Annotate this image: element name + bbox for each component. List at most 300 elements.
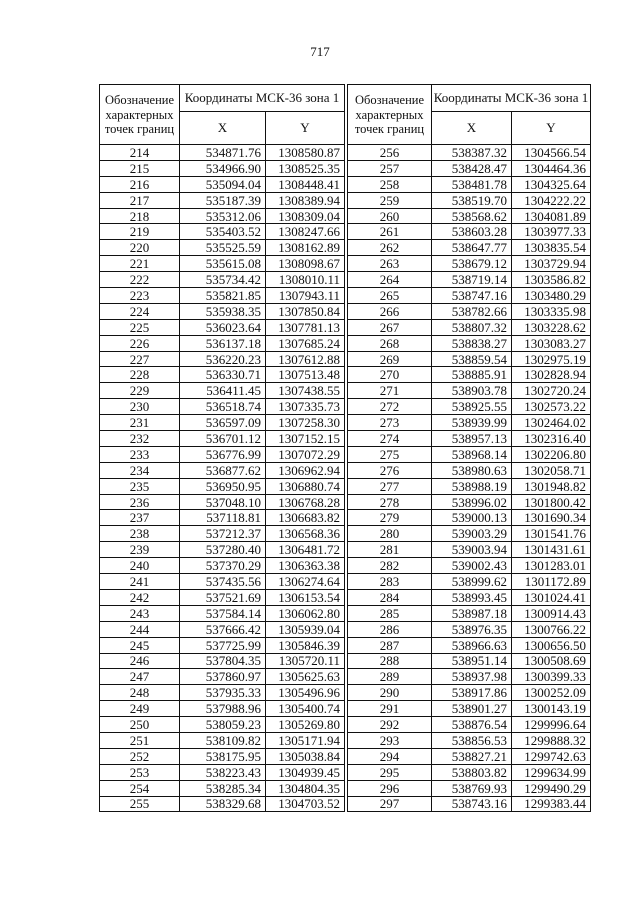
x-value-left: 535938.35 xyxy=(180,303,266,319)
point-id-left: 227 xyxy=(100,351,180,367)
table-row xyxy=(100,415,591,431)
point-id-left: 218 xyxy=(100,208,180,224)
y-value-right: 1299888.32 xyxy=(512,732,591,748)
table-row xyxy=(100,669,591,685)
point-id-right: 258 xyxy=(348,176,432,192)
y-value-right: 1300252.09 xyxy=(512,685,591,701)
point-id-left: 252 xyxy=(100,748,180,764)
point-id-left: 221 xyxy=(100,256,180,272)
x-value-left: 535094.04 xyxy=(180,176,266,192)
x-value-left: 537860.97 xyxy=(180,669,266,685)
y-value-left: 1306683.82 xyxy=(266,510,345,526)
y-value-right: 1303835.54 xyxy=(512,240,591,256)
y-header-left: Y xyxy=(266,112,345,145)
table-row xyxy=(100,685,591,701)
x-value-right: 538387.32 xyxy=(432,145,512,161)
x-value-right: 538988.19 xyxy=(432,478,512,494)
point-id-right: 297 xyxy=(348,796,432,812)
x-value-right: 538968.14 xyxy=(432,446,512,462)
point-id-left: 243 xyxy=(100,605,180,621)
table-row xyxy=(100,272,591,288)
table-row xyxy=(100,494,591,510)
y-value-right: 1301024.41 xyxy=(512,589,591,605)
point-id-left: 240 xyxy=(100,558,180,574)
point-id-left: 216 xyxy=(100,176,180,192)
x-value-right: 538903.78 xyxy=(432,383,512,399)
y-value-right: 1301431.61 xyxy=(512,542,591,558)
x-value-left: 538285.34 xyxy=(180,780,266,796)
x-value-right: 539003.29 xyxy=(432,526,512,542)
y-value-left: 1306962.94 xyxy=(266,462,345,478)
point-id-right: 282 xyxy=(348,558,432,574)
x-value-left: 536776.99 xyxy=(180,446,266,462)
table-row xyxy=(100,160,591,176)
point-id-right: 294 xyxy=(348,748,432,764)
point-id-right: 256 xyxy=(348,145,432,161)
x-value-right: 538876.54 xyxy=(432,717,512,733)
point-id-left: 236 xyxy=(100,494,180,510)
y-value-right: 1301800.42 xyxy=(512,494,591,510)
point-id-right: 277 xyxy=(348,478,432,494)
x-value-left: 538059.23 xyxy=(180,717,266,733)
page-number: 717 xyxy=(310,44,330,59)
point-id-left: 229 xyxy=(100,383,180,399)
point-id-right: 281 xyxy=(348,542,432,558)
table-row xyxy=(100,351,591,367)
y-value-right: 1301690.34 xyxy=(512,510,591,526)
y-value-right: 1300508.69 xyxy=(512,653,591,669)
table-row xyxy=(100,717,591,733)
y-value-left: 1308389.94 xyxy=(266,192,345,208)
table-row xyxy=(100,256,591,272)
x-value-left: 538223.43 xyxy=(180,764,266,780)
point-id-right: 278 xyxy=(348,494,432,510)
x-value-right: 538838.27 xyxy=(432,335,512,351)
x-value-right: 538976.35 xyxy=(432,621,512,637)
y-value-right: 1303335.98 xyxy=(512,303,591,319)
coordinates-table-wrapper xyxy=(99,84,591,812)
point-id-left: 255 xyxy=(100,796,180,812)
x-value-left: 538109.82 xyxy=(180,732,266,748)
table-row xyxy=(100,621,591,637)
table-row xyxy=(100,589,591,605)
x-value-right: 539000.13 xyxy=(432,510,512,526)
x-value-left: 535525.59 xyxy=(180,240,266,256)
table-row xyxy=(100,748,591,764)
x-value-left: 536950.95 xyxy=(180,478,266,494)
y-value-right: 1303083.27 xyxy=(512,335,591,351)
point-id-left: 231 xyxy=(100,415,180,431)
point-id-right: 289 xyxy=(348,669,432,685)
x-value-left: 536330.71 xyxy=(180,367,266,383)
point-id-right: 283 xyxy=(348,574,432,590)
table-row xyxy=(100,558,591,574)
x-value-right: 538993.45 xyxy=(432,589,512,605)
table-row xyxy=(100,399,591,415)
point-id-left: 226 xyxy=(100,335,180,351)
point-id-left: 222 xyxy=(100,272,180,288)
designation-header-right: Обозначение характерных точек границ xyxy=(348,85,432,145)
y-value-left: 1304804.35 xyxy=(266,780,345,796)
x-value-left: 538175.95 xyxy=(180,748,266,764)
table-row xyxy=(100,176,591,192)
coords-header-right: Координаты МСК-36 зона 1 xyxy=(432,85,591,112)
y-value-right: 1303586.82 xyxy=(512,272,591,288)
x-value-right: 538679.12 xyxy=(432,256,512,272)
table-row xyxy=(100,653,591,669)
x-value-left: 537435.56 xyxy=(180,574,266,590)
table-row xyxy=(100,764,591,780)
point-id-right: 272 xyxy=(348,399,432,415)
x-value-right: 538885.91 xyxy=(432,367,512,383)
point-id-left: 247 xyxy=(100,669,180,685)
table-row xyxy=(100,192,591,208)
point-id-left: 251 xyxy=(100,732,180,748)
point-id-left: 224 xyxy=(100,303,180,319)
point-id-left: 241 xyxy=(100,574,180,590)
x-value-right: 538519.70 xyxy=(432,192,512,208)
y-value-left: 1306568.36 xyxy=(266,526,345,542)
point-id-left: 235 xyxy=(100,478,180,494)
x-value-right: 538827.21 xyxy=(432,748,512,764)
y-value-right: 1304081.89 xyxy=(512,208,591,224)
y-value-right: 1300399.33 xyxy=(512,669,591,685)
point-id-right: 295 xyxy=(348,764,432,780)
point-id-right: 266 xyxy=(348,303,432,319)
x-value-left: 536877.62 xyxy=(180,462,266,478)
table-row xyxy=(100,526,591,542)
y-value-right: 1300766.22 xyxy=(512,621,591,637)
point-id-left: 225 xyxy=(100,319,180,335)
point-id-left: 249 xyxy=(100,701,180,717)
point-id-left: 248 xyxy=(100,685,180,701)
point-id-left: 214 xyxy=(100,145,180,161)
coords-header-left: Координаты МСК-36 зона 1 xyxy=(180,85,345,112)
x-value-left: 537048.10 xyxy=(180,494,266,510)
point-id-right: 296 xyxy=(348,780,432,796)
x-value-left: 537935.33 xyxy=(180,685,266,701)
point-id-right: 279 xyxy=(348,510,432,526)
table-body xyxy=(100,145,591,812)
x-value-left: 536518.74 xyxy=(180,399,266,415)
y-value-left: 1305269.80 xyxy=(266,717,345,733)
x-value-left: 537212.37 xyxy=(180,526,266,542)
y-value-left: 1307152.15 xyxy=(266,431,345,447)
x-value-right: 538925.55 xyxy=(432,399,512,415)
table-row xyxy=(100,303,591,319)
y-value-left: 1307685.24 xyxy=(266,335,345,351)
designation-header-left: Обозначение характерных точек границ xyxy=(100,85,180,145)
point-id-right: 260 xyxy=(348,208,432,224)
y-value-left: 1305720.11 xyxy=(266,653,345,669)
y-value-right: 1299742.63 xyxy=(512,748,591,764)
y-value-right: 1302464.02 xyxy=(512,415,591,431)
x-value-left: 536411.45 xyxy=(180,383,266,399)
y-value-left: 1307612.88 xyxy=(266,351,345,367)
y-value-right: 1304222.22 xyxy=(512,192,591,208)
y-value-left: 1307850.84 xyxy=(266,303,345,319)
point-id-right: 287 xyxy=(348,637,432,653)
x-value-right: 538996.02 xyxy=(432,494,512,510)
table-row xyxy=(100,383,591,399)
y-value-right: 1302058.71 xyxy=(512,462,591,478)
point-id-right: 269 xyxy=(348,351,432,367)
table-row xyxy=(100,335,591,351)
point-id-left: 250 xyxy=(100,717,180,733)
y-value-right: 1304566.54 xyxy=(512,145,591,161)
x-value-left: 535821.85 xyxy=(180,288,266,304)
y-value-left: 1308098.67 xyxy=(266,256,345,272)
x-value-right: 538481.78 xyxy=(432,176,512,192)
y-value-right: 1302975.19 xyxy=(512,351,591,367)
y-value-right: 1300656.50 xyxy=(512,637,591,653)
x-value-right: 538743.16 xyxy=(432,796,512,812)
point-id-right: 276 xyxy=(348,462,432,478)
point-id-right: 267 xyxy=(348,319,432,335)
table-row xyxy=(100,701,591,717)
y-value-left: 1308247.66 xyxy=(266,224,345,240)
point-id-left: 245 xyxy=(100,637,180,653)
y-value-left: 1308010.11 xyxy=(266,272,345,288)
x-value-right: 538937.98 xyxy=(432,669,512,685)
point-id-right: 285 xyxy=(348,605,432,621)
x-value-right: 538859.54 xyxy=(432,351,512,367)
point-id-right: 290 xyxy=(348,685,432,701)
y-value-right: 1299996.64 xyxy=(512,717,591,733)
y-value-right: 1301283.01 xyxy=(512,558,591,574)
table-row xyxy=(100,637,591,653)
y-value-right: 1299490.29 xyxy=(512,780,591,796)
point-id-right: 291 xyxy=(348,701,432,717)
y-value-left: 1305400.74 xyxy=(266,701,345,717)
point-id-right: 268 xyxy=(348,335,432,351)
point-id-left: 230 xyxy=(100,399,180,415)
y-value-left: 1305625.63 xyxy=(266,669,345,685)
table-row xyxy=(100,780,591,796)
point-id-right: 293 xyxy=(348,732,432,748)
x-value-right: 539003.94 xyxy=(432,542,512,558)
table-row xyxy=(100,796,591,812)
x-value-right: 538747.16 xyxy=(432,288,512,304)
point-id-right: 274 xyxy=(348,431,432,447)
x-value-left: 537521.69 xyxy=(180,589,266,605)
x-value-left: 534966.90 xyxy=(180,160,266,176)
y-value-left: 1304703.52 xyxy=(266,796,345,812)
x-value-left: 537804.35 xyxy=(180,653,266,669)
x-value-left: 537584.14 xyxy=(180,605,266,621)
y-value-right: 1299383.44 xyxy=(512,796,591,812)
y-value-left: 1307072.29 xyxy=(266,446,345,462)
table-row xyxy=(100,574,591,590)
point-id-left: 223 xyxy=(100,288,180,304)
y-value-right: 1303729.94 xyxy=(512,256,591,272)
y-value-left: 1307781.13 xyxy=(266,319,345,335)
point-id-right: 292 xyxy=(348,717,432,733)
y-value-left: 1305496.96 xyxy=(266,685,345,701)
x-value-left: 538329.68 xyxy=(180,796,266,812)
x-value-right: 538856.53 xyxy=(432,732,512,748)
point-id-left: 237 xyxy=(100,510,180,526)
x-value-left: 535734.42 xyxy=(180,272,266,288)
x-value-right: 538987.18 xyxy=(432,605,512,621)
x-value-right: 538647.77 xyxy=(432,240,512,256)
y-value-left: 1306481.72 xyxy=(266,542,345,558)
point-id-left: 228 xyxy=(100,367,180,383)
point-id-right: 286 xyxy=(348,621,432,637)
point-id-right: 262 xyxy=(348,240,432,256)
point-id-left: 246 xyxy=(100,653,180,669)
y-value-left: 1306880.74 xyxy=(266,478,345,494)
point-id-left: 239 xyxy=(100,542,180,558)
table-row xyxy=(100,208,591,224)
y-value-right: 1302828.94 xyxy=(512,367,591,383)
x-value-right: 538603.28 xyxy=(432,224,512,240)
x-value-left: 537370.29 xyxy=(180,558,266,574)
x-value-right: 538999.62 xyxy=(432,574,512,590)
point-id-right: 265 xyxy=(348,288,432,304)
x-value-left: 535615.08 xyxy=(180,256,266,272)
coordinates-table xyxy=(99,84,591,812)
table-row xyxy=(100,224,591,240)
table-row xyxy=(100,431,591,447)
y-value-left: 1306768.28 xyxy=(266,494,345,510)
x-value-left: 537988.96 xyxy=(180,701,266,717)
x-value-left: 537280.40 xyxy=(180,542,266,558)
x-header-right: X xyxy=(432,112,512,145)
y-value-right: 1302316.40 xyxy=(512,431,591,447)
table-row xyxy=(100,510,591,526)
point-id-left: 254 xyxy=(100,780,180,796)
point-id-left: 253 xyxy=(100,764,180,780)
point-id-left: 233 xyxy=(100,446,180,462)
point-id-right: 271 xyxy=(348,383,432,399)
y-value-left: 1305038.84 xyxy=(266,748,345,764)
point-id-right: 257 xyxy=(348,160,432,176)
point-id-left: 220 xyxy=(100,240,180,256)
point-id-right: 284 xyxy=(348,589,432,605)
table-row xyxy=(100,542,591,558)
x-value-left: 535187.39 xyxy=(180,192,266,208)
y-value-left: 1306274.64 xyxy=(266,574,345,590)
point-id-right: 263 xyxy=(348,256,432,272)
point-id-right: 273 xyxy=(348,415,432,431)
x-value-right: 538769.93 xyxy=(432,780,512,796)
y-value-left: 1307513.48 xyxy=(266,367,345,383)
y-value-left: 1308309.04 xyxy=(266,208,345,224)
x-value-right: 538966.63 xyxy=(432,637,512,653)
x-value-left: 534871.76 xyxy=(180,145,266,161)
x-value-left: 536701.12 xyxy=(180,431,266,447)
y-value-right: 1304464.36 xyxy=(512,160,591,176)
x-value-right: 538951.14 xyxy=(432,653,512,669)
x-value-right: 538980.63 xyxy=(432,462,512,478)
y-value-left: 1306062.80 xyxy=(266,605,345,621)
point-id-right: 264 xyxy=(348,272,432,288)
y-header-right: Y xyxy=(512,112,591,145)
x-value-right: 538803.82 xyxy=(432,764,512,780)
table-row xyxy=(100,288,591,304)
y-value-right: 1302573.22 xyxy=(512,399,591,415)
table-row xyxy=(100,605,591,621)
y-value-left: 1308525.35 xyxy=(266,160,345,176)
y-value-left: 1305939.04 xyxy=(266,621,345,637)
x-value-left: 535403.52 xyxy=(180,224,266,240)
y-value-right: 1300914.43 xyxy=(512,605,591,621)
point-id-left: 232 xyxy=(100,431,180,447)
table-row xyxy=(100,240,591,256)
x-value-left: 537666.42 xyxy=(180,621,266,637)
x-value-right: 538719.14 xyxy=(432,272,512,288)
x-value-right: 538782.66 xyxy=(432,303,512,319)
point-id-left: 219 xyxy=(100,224,180,240)
table-row xyxy=(100,462,591,478)
point-id-left: 217 xyxy=(100,192,180,208)
y-value-left: 1304939.45 xyxy=(266,764,345,780)
y-value-left: 1306363.38 xyxy=(266,558,345,574)
y-value-left: 1308448.41 xyxy=(266,176,345,192)
point-id-right: 280 xyxy=(348,526,432,542)
x-value-left: 536220.23 xyxy=(180,351,266,367)
header-row-1 xyxy=(100,85,591,112)
y-value-left: 1305846.39 xyxy=(266,637,345,653)
point-id-left: 242 xyxy=(100,589,180,605)
y-value-right: 1301172.89 xyxy=(512,574,591,590)
x-header-left: X xyxy=(180,112,266,145)
y-value-right: 1300143.19 xyxy=(512,701,591,717)
point-id-left: 238 xyxy=(100,526,180,542)
y-value-left: 1308580.87 xyxy=(266,145,345,161)
y-value-left: 1307335.73 xyxy=(266,399,345,415)
table-row xyxy=(100,319,591,335)
table-row xyxy=(100,446,591,462)
x-value-left: 536597.09 xyxy=(180,415,266,431)
y-value-left: 1307258.30 xyxy=(266,415,345,431)
point-id-right: 275 xyxy=(348,446,432,462)
point-id-right: 270 xyxy=(348,367,432,383)
y-value-right: 1302720.24 xyxy=(512,383,591,399)
point-id-right: 261 xyxy=(348,224,432,240)
x-value-left: 535312.06 xyxy=(180,208,266,224)
point-id-left: 234 xyxy=(100,462,180,478)
x-value-left: 536137.18 xyxy=(180,335,266,351)
table-row xyxy=(100,367,591,383)
x-value-right: 538939.99 xyxy=(432,415,512,431)
y-value-left: 1307943.11 xyxy=(266,288,345,304)
point-id-left: 215 xyxy=(100,160,180,176)
table-row xyxy=(100,145,591,161)
y-value-right: 1303977.33 xyxy=(512,224,591,240)
x-value-right: 538428.47 xyxy=(432,160,512,176)
y-value-right: 1302206.80 xyxy=(512,446,591,462)
x-value-right: 538957.13 xyxy=(432,431,512,447)
y-value-right: 1304325.64 xyxy=(512,176,591,192)
y-value-left: 1307438.55 xyxy=(266,383,345,399)
x-value-right: 538568.62 xyxy=(432,208,512,224)
table-row xyxy=(100,478,591,494)
x-value-right: 538807.32 xyxy=(432,319,512,335)
x-value-left: 536023.64 xyxy=(180,319,266,335)
y-value-right: 1301948.82 xyxy=(512,478,591,494)
y-value-right: 1303228.62 xyxy=(512,319,591,335)
point-id-right: 288 xyxy=(348,653,432,669)
point-id-right: 259 xyxy=(348,192,432,208)
y-value-left: 1305171.94 xyxy=(266,732,345,748)
point-id-left: 244 xyxy=(100,621,180,637)
y-value-left: 1306153.54 xyxy=(266,589,345,605)
x-value-left: 537725.99 xyxy=(180,637,266,653)
y-value-left: 1308162.89 xyxy=(266,240,345,256)
y-value-right: 1299634.99 xyxy=(512,764,591,780)
